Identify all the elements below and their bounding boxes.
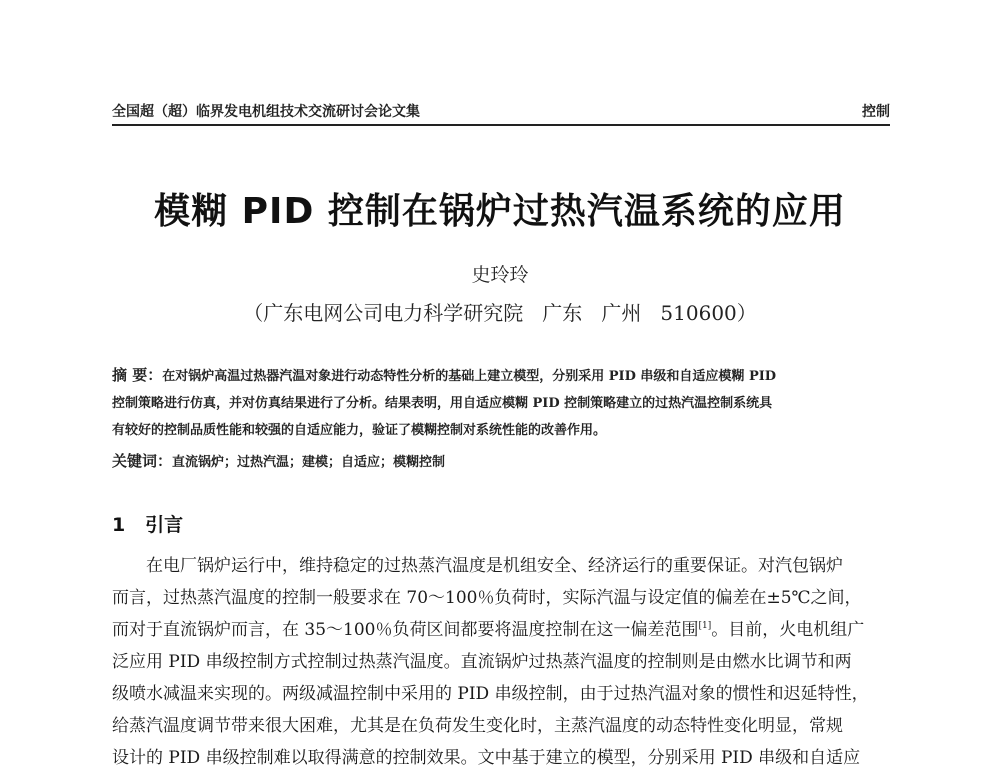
keywords-text: 直流锅炉；过热汽温；建模；自适应；模糊控制 — [172, 455, 446, 470]
proceedings-title: 全国超（超）临界发电机组技术交流研讨会论文集 — [112, 104, 420, 120]
header-rule — [112, 124, 890, 126]
author-affiliation: （广东电网公司电力科学研究院 广东 广州 510600） — [243, 301, 757, 325]
abstract-label: 摘 要： — [112, 366, 163, 384]
body-line-5: 级喷水减温来实现的。两级减温控制中采用的 PID 串级控制，由于过热汽温对象的惯性和迟延特性， — [112, 684, 869, 704]
section-category: 控制 — [862, 104, 890, 120]
body-line-6: 给蒸汽温度调节带来很大困难，尤其是在负荷发生变化时，主蒸汽温度的动态特性变化明显，常规 — [112, 716, 843, 736]
body-line-7: 设计的 PID 串级控制难以取得满意的控制效果。文中基于建立的模型，分别采用 PID 串级和自适应 — [112, 748, 861, 768]
citation-ref: [1] — [698, 621, 712, 631]
keywords — [112, 450, 890, 471]
paper-title: 模糊 PID 控制在锅炉过热汽温系统的应用 — [154, 191, 846, 232]
abstract — [112, 362, 890, 444]
section-number: 1 — [112, 514, 126, 536]
author-name: 史玲玲 — [471, 264, 529, 286]
abstract-line-1 — [112, 362, 890, 390]
body-text — [112, 550, 890, 768]
keywords-label: 关键词： — [112, 452, 173, 470]
abstract-line-3: 有较好的控制品质性能和较强的自适应能力，验证了模糊控制对系统性能的改善作用。 — [112, 423, 607, 438]
body-line-2: 而言，过热蒸汽温度的控制一般要求在 70～100％负荷时，实际汽温与设定值的偏差在±5℃之间， — [112, 588, 862, 608]
running-header — [112, 101, 890, 123]
body-line-3-b: 。目前，火电机组广 — [711, 620, 865, 640]
body-line-3 — [112, 614, 890, 646]
body-line-3-a: 而对于直流锅炉而言，在 35～100％负荷区间都要将温度控制在这一偏差范围 — [112, 620, 699, 640]
abstract-text-1: 在对锅炉高温过热器汽温对象进行动态特性分析的基础上建立模型，分别采用 PID 串级和自适应模糊 PID — [162, 369, 777, 384]
section-heading — [112, 510, 183, 537]
abstract-line-2: 控制策略进行仿真，并对仿真结果进行了分析。结果表明，用自适应模糊 PID 控制策略建立的过热汽温控制系统具 — [112, 396, 773, 411]
body-line-1: 在电厂锅炉运行中，维持稳定的过热蒸汽温度是机组安全、经济运行的重要保证。对汽包锅炉 — [146, 556, 843, 576]
body-line-4: 泛应用 PID 串级控制方式控制过热蒸汽温度。直流锅炉过热蒸汽温度的控制则是由燃水比调节和两 — [112, 652, 852, 672]
section-title: 引言 — [145, 514, 184, 536]
